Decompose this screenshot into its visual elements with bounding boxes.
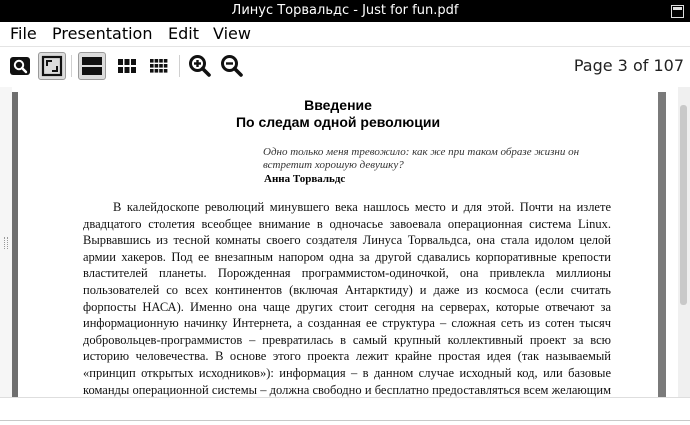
menu-edit[interactable]: Edit bbox=[168, 24, 199, 43]
status-bar bbox=[0, 397, 690, 425]
window-title: Линус Торвальдс - Just for fun.pdf bbox=[231, 3, 459, 18]
toolbar bbox=[0, 47, 690, 87]
menu-file[interactable]: File bbox=[10, 24, 37, 43]
single-page-icon bbox=[79, 53, 105, 79]
zoom-out-icon bbox=[218, 52, 246, 80]
menu-bar bbox=[0, 22, 690, 47]
pdf-page bbox=[12, 92, 658, 397]
search-button[interactable] bbox=[6, 52, 34, 80]
body-text bbox=[83, 199, 611, 397]
document-viewer[interactable] bbox=[0, 87, 690, 397]
window-menu-icon[interactable] bbox=[671, 5, 684, 18]
zoom-in-icon bbox=[186, 52, 214, 80]
grid-2x2-button[interactable] bbox=[113, 52, 141, 80]
scrollbar-thumb[interactable] bbox=[680, 105, 687, 305]
epigraph-line-1: Одно только меня тревожило: как же при таком образе жизни он bbox=[263, 146, 580, 158]
epigraph-author: Анна Торвальдс bbox=[264, 173, 346, 185]
grid-2x2-icon bbox=[113, 52, 141, 80]
page-shadow bbox=[658, 92, 666, 397]
menu-view[interactable]: View bbox=[213, 24, 251, 43]
resize-grip-icon[interactable] bbox=[4, 237, 8, 249]
toolbar-separator bbox=[71, 55, 72, 77]
zoom-in-button[interactable] bbox=[186, 52, 214, 80]
fit-page-icon bbox=[39, 53, 65, 79]
grid-3x3-button[interactable] bbox=[145, 52, 173, 80]
search-icon bbox=[6, 52, 34, 80]
left-panel-gutter[interactable] bbox=[0, 87, 12, 397]
toolbar-separator bbox=[179, 55, 180, 77]
status-divider bbox=[0, 420, 690, 421]
body-paragraph: В калейдоскопе революций минувшего века нашлось место и для этой. Почти на излете двадцатого столетия всеобщее внимание в одночасье завоевала операционная система Linux. Вырвавшись из тесной комнаты своего создателя Линуса Торвальдса, она стала идолом целой армии хакеров. Под ее внезапным напором одна за другой сдавались корпоративные крепости властителей планеты. Порожденная программистом-одиночкой, она привлекла миллионы пользователей со всех континентов (включая Антарктиду) и даже из космоса (если считать форпосты НАСА). Именно она чаще других стоит сегодня на серверах, которые отвечают за информационную начинку Интернета, а созданная ее структура – сложная сеть из сотен тысяч добровольцев-программистов – превратилась в самый крупный коллективный проект за всю историю человечества. В основе этого проекта лежит крайне простая идея (так называемый «принцип открытых исходников»): информация – в данном случае исходный код, или базовые команды операционной системы – должна свободно и бесплатно предоставляться всем желающим bbox=[83, 200, 611, 397]
viewer-margin bbox=[666, 92, 678, 397]
page-indicator: Page 3 of 107 bbox=[573, 56, 684, 75]
vertical-scrollbar[interactable] bbox=[678, 87, 690, 397]
title-bar bbox=[0, 0, 690, 22]
epigraph-line-2: встретит хорошую девушку? bbox=[263, 159, 404, 171]
single-page-button[interactable] bbox=[78, 52, 106, 80]
grid-3x3-icon bbox=[145, 52, 173, 80]
zoom-out-button[interactable] bbox=[218, 52, 246, 80]
chapter-title: Введение bbox=[304, 97, 372, 113]
menu-presentation[interactable]: Presentation bbox=[52, 24, 153, 43]
fit-page-button[interactable] bbox=[38, 52, 66, 80]
chapter-subtitle: По следам одной революции bbox=[235, 114, 441, 130]
